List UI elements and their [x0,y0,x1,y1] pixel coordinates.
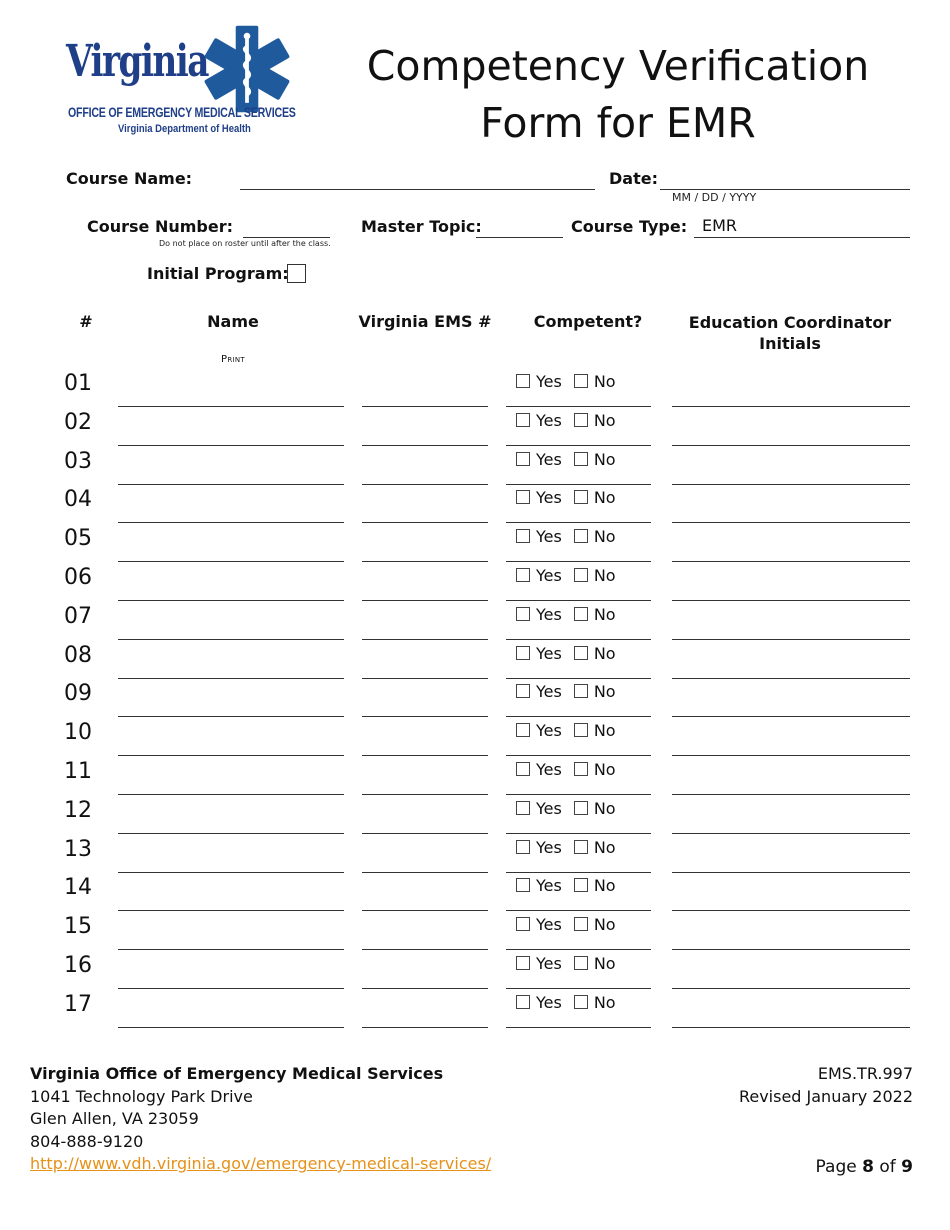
yes-label: Yes [536,798,562,818]
competent-options [516,993,616,1012]
no-checkbox[interactable] [574,917,588,931]
competent-underline [506,561,651,562]
no-label: No [593,760,616,779]
star-of-life-icon [200,22,294,116]
column-header-coordinator-line1: Education Coordinator [688,313,892,332]
no-checkbox[interactable] [574,607,588,621]
no-label: No [593,566,616,585]
yes-label: Yes [536,643,562,663]
yes-label: Yes [536,954,562,973]
column-header-number: # [79,312,93,331]
page-title [356,38,880,152]
name-field[interactable] [118,949,344,950]
yes-checkbox[interactable] [516,413,530,427]
row-number: 07 [64,603,92,629]
footer-org-name: Virginia Office of Emergency Medical Services [30,1064,444,1083]
footer-address-2: Glen Allen, VA 23059 [30,1109,199,1128]
competent-options [516,488,616,507]
row-number: 06 [64,565,92,590]
yes-checkbox[interactable] [516,995,530,1009]
no-label: No [593,721,616,741]
date-label: Date: [609,169,658,188]
no-checkbox[interactable] [574,995,588,1009]
no-label: No [593,837,616,857]
row-number: 11 [64,759,92,784]
page-current: 8 [862,1157,874,1177]
page-word: Page [815,1157,857,1177]
name-field[interactable] [118,484,344,485]
competent-options [516,372,616,391]
no-label: No [593,915,616,935]
name-field[interactable] [118,794,344,795]
course-number-field[interactable] [243,237,330,238]
yes-checkbox[interactable] [516,490,530,504]
yes-checkbox[interactable] [516,762,530,776]
no-label: No [593,527,616,547]
coordinator-initials-field[interactable] [672,484,910,485]
competent-underline [506,872,651,873]
coordinator-initials-field[interactable] [672,406,910,407]
competent-options [516,721,616,740]
row-number: 05 [64,526,92,552]
initial-program-checkbox[interactable] [287,264,306,283]
yes-checkbox[interactable] [516,684,530,698]
ems-number-field[interactable] [362,949,488,950]
no-checkbox[interactable] [574,568,588,582]
no-checkbox[interactable] [574,801,588,815]
coordinator-initials-field[interactable] [672,522,910,523]
competent-options [516,566,616,585]
column-header-name-print: Print [221,354,245,365]
name-field[interactable] [118,445,344,446]
yes-checkbox[interactable] [516,374,530,388]
ems-number-field[interactable] [362,600,488,601]
ems-number-field[interactable] [362,988,488,989]
no-label: No [593,372,616,391]
yes-checkbox[interactable] [516,568,530,582]
yes-label: Yes [536,449,562,469]
date-field[interactable] [660,189,910,190]
no-label: No [593,604,616,624]
yes-checkbox[interactable] [516,801,530,815]
no-checkbox[interactable] [574,452,588,466]
course-type-field[interactable] [694,237,910,238]
yes-label: Yes [536,915,562,935]
competent-options [516,760,616,779]
competent-underline [506,445,651,446]
yes-checkbox[interactable] [516,723,530,737]
ems-number-field[interactable] [362,406,488,407]
no-label: No [593,410,616,430]
coordinator-initials-field[interactable] [672,445,910,446]
ems-number-field[interactable] [362,716,488,717]
ems-number-field[interactable] [362,639,488,640]
no-label: No [593,449,616,469]
ems-number-field[interactable] [362,1027,488,1028]
yes-checkbox[interactable] [516,607,530,621]
competent-options [516,605,616,624]
coordinator-initials-field[interactable] [672,833,910,834]
yes-label: Yes [536,604,562,624]
competent-options [516,799,616,818]
coordinator-initials-field[interactable] [672,949,910,950]
no-label: No [593,682,616,702]
no-label: No [593,954,616,973]
ems-number-field[interactable] [362,445,488,446]
competent-underline [506,1027,651,1028]
yes-label: Yes [536,566,562,585]
yes-label: Yes [536,721,562,741]
name-field[interactable] [118,678,344,679]
yes-label: Yes [536,410,562,430]
coordinator-initials-field[interactable] [672,561,910,562]
page-of: of [879,1157,896,1177]
course-type-label: Course Type: [571,217,688,236]
footer-form-info [739,1063,913,1108]
no-label: No [593,992,616,1012]
ems-number-field[interactable] [362,561,488,562]
competent-underline [506,988,651,989]
footer-address-1: 1041 Technology Park Drive [30,1086,253,1106]
yes-checkbox[interactable] [516,956,530,970]
competent-underline [506,794,651,795]
ems-number-field[interactable] [362,794,488,795]
course-type-value: EMR [702,216,738,235]
row-number: 10 [64,720,92,746]
name-field[interactable] [118,716,344,717]
name-field[interactable] [118,833,344,834]
row-number: 17 [64,991,92,1017]
no-label: No [593,643,616,663]
ems-number-field[interactable] [362,910,488,911]
coordinator-initials-field[interactable] [672,678,910,679]
competent-underline [506,484,651,485]
no-checkbox[interactable] [574,762,588,776]
no-checkbox[interactable] [574,413,588,427]
competent-options [516,644,616,663]
competent-underline [506,833,651,834]
yes-label: Yes [536,488,562,508]
coordinator-initials-field[interactable] [672,872,910,873]
no-checkbox[interactable] [574,878,588,892]
date-format-hint: MM / DD / YYYY [672,191,757,204]
column-header-competent: Competent? [533,312,643,331]
column-header-ems: Virginia EMS # [358,312,492,331]
no-checkbox[interactable] [574,374,588,388]
yes-checkbox[interactable] [516,529,530,543]
yes-label: Yes [536,682,562,702]
row-number: 14 [64,875,92,901]
row-number: 12 [64,797,92,823]
competent-underline [506,910,651,911]
column-header-name: Name [207,312,259,331]
name-field[interactable] [118,755,344,756]
name-field[interactable] [118,872,344,873]
yes-checkbox[interactable] [516,452,530,466]
competent-underline [506,639,651,640]
row-number: 08 [64,642,92,668]
no-checkbox[interactable] [574,646,588,660]
course-name-label: Course Name: [66,169,193,188]
master-topic-label: Master Topic: [361,217,482,236]
course-name-field[interactable] [240,189,595,190]
title-line-2: Form for EMR [480,99,756,147]
row-number: 01 [64,371,92,396]
competent-options [516,682,616,701]
footer-contact [30,1063,491,1176]
yes-label: Yes [536,372,562,391]
row-number: 09 [64,681,92,707]
page-total: 9 [901,1157,913,1177]
title-line-1: Competency Verification [366,42,870,90]
competent-underline [506,716,651,717]
no-checkbox[interactable] [574,684,588,698]
ems-number-field[interactable] [362,678,488,679]
ems-number-field[interactable] [362,755,488,756]
coordinator-initials-field[interactable] [672,1027,910,1028]
coordinator-initials-field[interactable] [672,910,910,911]
master-topic-field[interactable] [476,237,563,238]
coordinator-initials-field[interactable] [672,600,910,601]
logo-wordmark: Virginia [66,36,208,87]
competent-underline [506,600,651,601]
name-field[interactable] [118,561,344,562]
name-field[interactable] [118,522,344,523]
competent-underline [506,678,651,679]
competent-underline [506,949,651,950]
footer-phone: 804-888-9120 [30,1131,144,1151]
initial-program-label: Initial Program: [147,264,289,283]
competent-options [516,838,616,857]
coordinator-initials-field[interactable] [672,755,910,756]
yes-label: Yes [536,527,562,547]
footer-website-link[interactable]: http://www.vdh.virginia.gov/emergency-medical-services/ [30,1154,492,1173]
no-checkbox[interactable] [574,956,588,970]
name-field[interactable] [118,406,344,407]
footer-form-code: EMS.TR.997 [817,1064,913,1083]
column-header-coordinator [685,312,895,354]
logo-department: Virginia Department of Health [118,123,251,135]
name-field[interactable] [118,1027,344,1028]
footer-revised: Revised January 2022 [738,1086,913,1106]
ems-number-field[interactable] [362,484,488,485]
ems-number-field[interactable] [362,872,488,873]
no-checkbox[interactable] [574,490,588,504]
competent-underline [506,522,651,523]
row-number: 04 [64,487,92,513]
no-label: No [593,798,616,818]
virginia-oems-logo [66,22,294,140]
no-checkbox[interactable] [574,723,588,737]
yes-label: Yes [536,876,562,896]
ems-number-field[interactable] [362,522,488,523]
column-header-coordinator-line2: Initials [759,334,821,353]
row-number: 03 [64,448,92,474]
coordinator-initials-field[interactable] [672,639,910,640]
coordinator-initials-field[interactable] [672,716,910,717]
no-checkbox[interactable] [574,529,588,543]
logo-subtitle: OFFICE OF EMERGENCY MEDICAL SERVICES [68,104,296,120]
competent-options [516,450,616,469]
competent-options [516,954,616,973]
yes-label: Yes [536,992,562,1012]
yes-label: Yes [536,760,562,779]
no-label: No [593,488,616,508]
competent-options [516,411,616,430]
name-field[interactable] [118,988,344,989]
competent-underline [506,406,651,407]
competent-underline [506,755,651,756]
no-checkbox[interactable] [574,840,588,854]
row-number: 02 [64,409,92,435]
name-field[interactable] [118,910,344,911]
yes-label: Yes [536,837,562,857]
course-number-label: Course Number: [87,217,234,236]
row-number: 15 [64,914,92,940]
yes-checkbox[interactable] [516,878,530,892]
competent-options [516,527,616,546]
name-field[interactable] [118,639,344,640]
coordinator-initials-field[interactable] [672,794,910,795]
row-number: 13 [64,836,92,862]
ems-number-field[interactable] [362,833,488,834]
competent-options [516,876,616,895]
yes-checkbox[interactable] [516,840,530,854]
coordinator-initials-field[interactable] [672,988,910,989]
course-number-note: Do not place on roster until after the class. [159,239,331,248]
name-field[interactable] [118,600,344,601]
row-number: 16 [64,953,92,978]
yes-checkbox[interactable] [516,917,530,931]
yes-checkbox[interactable] [516,646,530,660]
page-number [816,1156,913,1179]
no-label: No [593,876,616,896]
competent-options [516,915,616,934]
